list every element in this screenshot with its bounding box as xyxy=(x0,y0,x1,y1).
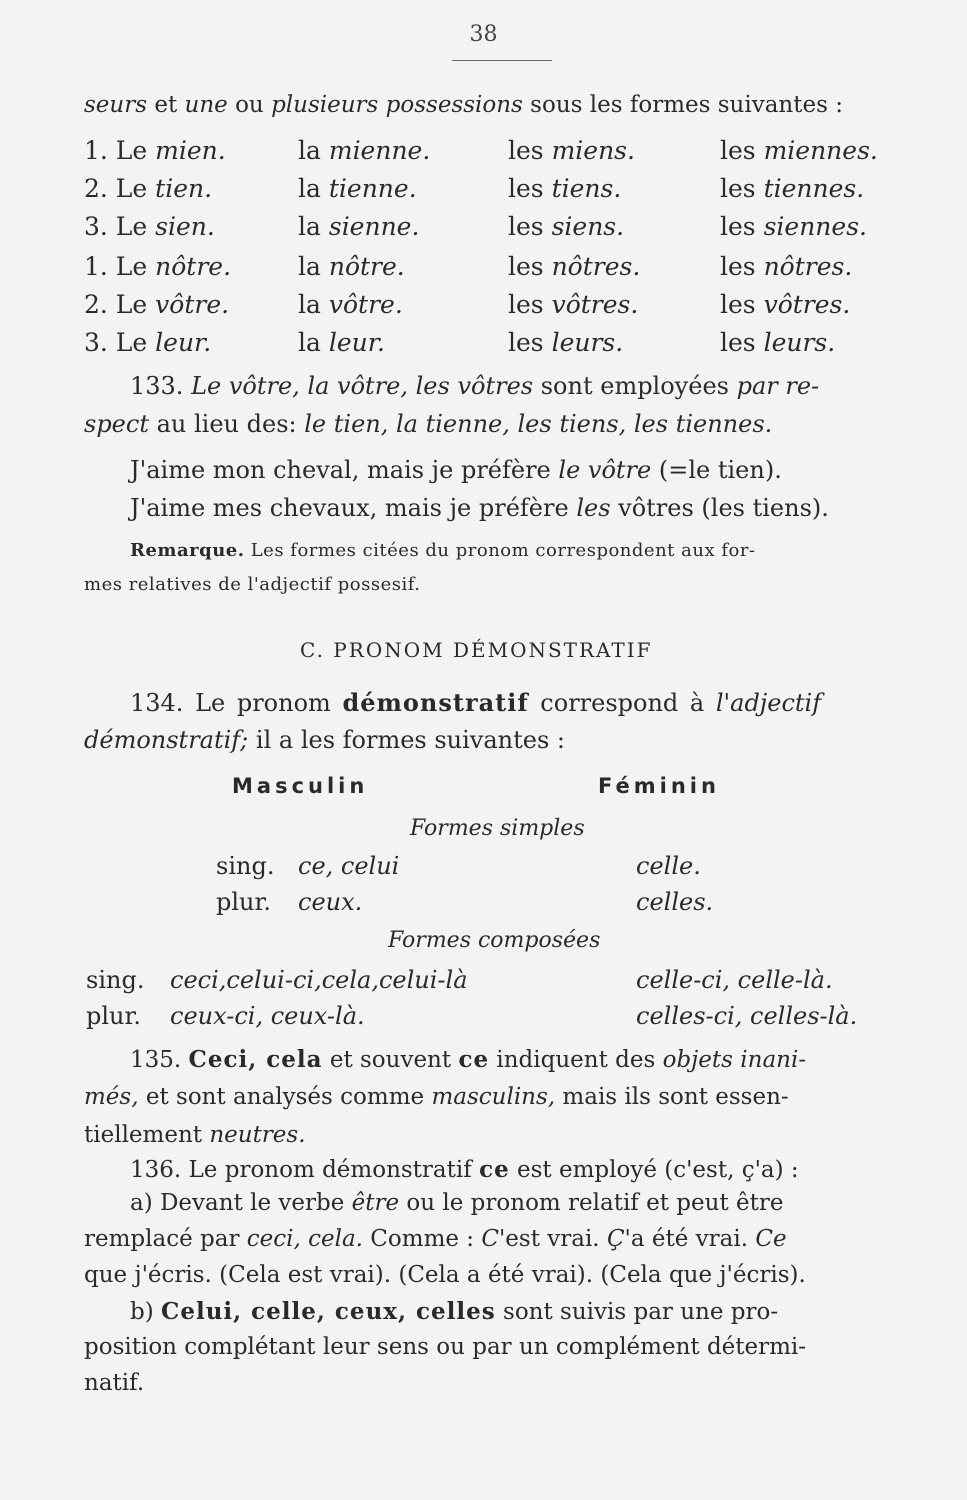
paragraph-136-line1 xyxy=(130,1156,799,1183)
table-cell xyxy=(720,252,852,281)
italic-text: objets inani- xyxy=(662,1047,807,1073)
paragraph-number: 133. xyxy=(130,372,192,400)
table-cell xyxy=(298,328,385,357)
paragraph-134-line2 xyxy=(84,726,565,754)
text: au lieu des: xyxy=(148,410,305,438)
italic-text: ceux-ci, ceux-là. xyxy=(170,1002,365,1030)
cell-prefix: les xyxy=(720,212,764,241)
cell-prefix: 1. Le xyxy=(84,136,156,165)
table-cell xyxy=(508,174,621,203)
simple-sing-label: sing. xyxy=(216,852,275,880)
cell-pronoun: leur. xyxy=(328,328,385,357)
cell-prefix: les xyxy=(508,252,552,281)
italic-text: neutres. xyxy=(209,1122,306,1148)
table-cell xyxy=(298,252,405,281)
paragraph-136a-line1 xyxy=(130,1190,783,1216)
cell-pronoun: leurs. xyxy=(551,328,624,357)
cell-prefix: les xyxy=(720,136,764,165)
text: sont suivis par une pro- xyxy=(495,1299,779,1325)
cell-pronoun: vôtres. xyxy=(763,290,851,319)
header-rule xyxy=(452,60,552,61)
text: et souvent xyxy=(322,1047,459,1073)
text: mais ils sont essen- xyxy=(555,1084,789,1110)
italic-text: masculins, xyxy=(431,1084,556,1110)
italic-text: C' xyxy=(481,1226,506,1252)
table-cell xyxy=(720,174,864,203)
paragraph-number: 136. xyxy=(130,1157,189,1183)
cell-pronoun: leur. xyxy=(155,328,212,357)
feminin-header: Féminin xyxy=(598,774,720,798)
table-cell xyxy=(84,328,211,357)
cell-prefix: 3. Le xyxy=(84,328,156,357)
cell-pronoun: siens. xyxy=(551,212,625,241)
intro-text: et xyxy=(147,92,185,118)
table-cell xyxy=(508,328,623,357)
cell-prefix: la xyxy=(298,328,329,357)
italic-text: més, xyxy=(84,1084,139,1110)
bold-text: Ceci, cela xyxy=(188,1046,323,1073)
cell-prefix: la xyxy=(298,212,329,241)
cell-pronoun: nôtre. xyxy=(328,252,405,281)
intro-text: ou xyxy=(227,92,272,118)
text: est vrai. xyxy=(505,1226,607,1252)
italic-text: celles-ci, celles-là. xyxy=(636,1002,858,1030)
italic-text: ceci, cela. xyxy=(246,1226,363,1252)
text: Comme : xyxy=(363,1226,482,1252)
text: est employé (c'est, ç'a) : xyxy=(509,1157,799,1183)
paragraph-133-line1 xyxy=(130,372,819,400)
cell-pronoun: mien. xyxy=(155,136,226,165)
cell-prefix: les xyxy=(720,252,764,281)
paragraph-136b-line1 xyxy=(130,1298,778,1325)
intro-line xyxy=(84,92,843,118)
table-cell xyxy=(720,136,878,165)
italic-text: ceux. xyxy=(298,888,363,916)
intro-text: sous les formes suivantes : xyxy=(522,92,843,118)
cell-pronoun: miens. xyxy=(551,136,635,165)
formes-simples-title xyxy=(410,816,585,841)
paragraph-136a-line3: que j'écris. (Cela est vrai). (Cela a été vrai). (Cela que j'écris). xyxy=(84,1262,806,1288)
cell-prefix: 2. Le xyxy=(84,290,156,319)
text: correspond à xyxy=(528,689,716,717)
comp-plur-label: plur. xyxy=(86,1002,141,1030)
bold-text: ce xyxy=(458,1046,490,1073)
italic-text: le tien, la tienne, les tiens, les tiennes. xyxy=(304,410,773,438)
paragraph-136b-line2: position complétant leur sens ou par un complément détermi- xyxy=(84,1334,807,1360)
cell-prefix: les xyxy=(508,136,552,165)
italic-text: l'adjectif xyxy=(715,689,822,717)
paragraph-number: 134. xyxy=(130,689,196,717)
text: et sont analysés comme xyxy=(138,1084,432,1110)
italic-text: spect xyxy=(84,410,149,438)
comp-sing-masc xyxy=(170,966,468,994)
table-cell xyxy=(298,212,419,241)
cell-pronoun: tiens. xyxy=(551,174,622,203)
table-cell xyxy=(298,290,403,319)
italic-text: être xyxy=(351,1190,400,1216)
text: Le pronom démonstratif xyxy=(188,1157,480,1183)
text: tiellement xyxy=(84,1122,210,1148)
page-number: 38 xyxy=(469,22,498,47)
cell-pronoun: sienne. xyxy=(328,212,420,241)
cell-prefix: 3. Le xyxy=(84,212,156,241)
italic-text: les xyxy=(576,494,611,522)
italic-text: celle. xyxy=(636,852,701,880)
text: indiquent des xyxy=(489,1047,663,1073)
italic-text: Formes simples xyxy=(410,816,585,841)
text: vôtres (les tiens). xyxy=(610,494,829,522)
text: (=le tien). xyxy=(651,456,782,484)
italic-text: celle-ci, celle-là. xyxy=(636,966,833,994)
simple-sing-fem xyxy=(636,852,701,880)
cell-prefix: la xyxy=(298,136,329,165)
example-2 xyxy=(130,494,829,522)
text: remplacé par xyxy=(84,1226,247,1252)
table-cell xyxy=(720,328,835,357)
italic-text: ce, celui xyxy=(298,852,400,880)
text: il a les formes suivantes : xyxy=(248,726,565,754)
text: Le pronom xyxy=(195,689,343,717)
cell-prefix: les xyxy=(508,212,552,241)
example-1 xyxy=(130,456,782,484)
cell-prefix: la xyxy=(298,290,329,319)
simple-plur-fem xyxy=(636,888,713,916)
italic-text: Formes composées xyxy=(388,928,601,953)
cell-prefix: les xyxy=(720,174,764,203)
cell-prefix: la xyxy=(298,174,329,203)
text: ou le pronom relatif et peut être xyxy=(399,1190,784,1216)
italic-text: démonstratif; xyxy=(84,726,249,754)
cell-pronoun: tienne. xyxy=(328,174,417,203)
table-cell xyxy=(84,174,212,203)
cell-pronoun: siennes. xyxy=(763,212,867,241)
table-cell xyxy=(84,290,229,319)
cell-pronoun: tiennes. xyxy=(763,174,865,203)
cell-pronoun: leurs. xyxy=(763,328,836,357)
remarque-line2: mes relatives de l'adjectif possesif. xyxy=(84,574,421,595)
intro-word: une xyxy=(184,92,228,118)
table-cell xyxy=(84,252,231,281)
italic-text: par re- xyxy=(736,372,820,400)
cell-pronoun: nôtres. xyxy=(763,252,853,281)
intro-word: plusieurs possessions xyxy=(271,92,523,118)
text: Les formes citées du pronom correspondent aux for- xyxy=(244,540,756,561)
table-cell xyxy=(508,136,635,165)
comp-plur-fem xyxy=(636,1002,857,1030)
table-cell xyxy=(720,212,867,241)
cell-pronoun: vôtre. xyxy=(155,290,230,319)
intro-word: seurs xyxy=(84,92,148,118)
table-cell xyxy=(298,174,417,203)
table-cell xyxy=(84,212,215,241)
comp-sing-label: sing. xyxy=(86,966,145,994)
bold-text: Celui, celle, ceux, celles xyxy=(161,1298,496,1325)
simple-plur-label: plur. xyxy=(216,888,271,916)
italic-text: ceci,celui-ci,cela,celui-là xyxy=(170,966,468,994)
remarque-label: Remarque. xyxy=(130,540,245,561)
cell-pronoun: tien. xyxy=(155,174,213,203)
cell-prefix: 2. Le xyxy=(84,174,156,203)
paragraph-136a-line2 xyxy=(84,1226,787,1252)
table-cell xyxy=(508,290,638,319)
cell-prefix: la xyxy=(298,252,329,281)
italic-text: Ce xyxy=(755,1226,787,1252)
comp-sing-fem xyxy=(636,966,833,994)
paragraph-135-line2 xyxy=(84,1084,789,1110)
masculin-header: Masculin xyxy=(232,774,369,798)
formes-composees-title xyxy=(388,928,600,953)
cell-pronoun: nôtres. xyxy=(551,252,641,281)
cell-prefix: les xyxy=(720,328,764,357)
cell-pronoun: vôtre. xyxy=(328,290,403,319)
cell-pronoun: nôtre. xyxy=(155,252,232,281)
bold-text: ce xyxy=(479,1156,510,1183)
text: a été vrai. xyxy=(630,1226,756,1252)
paragraph-135-line1 xyxy=(130,1046,806,1073)
table-cell xyxy=(84,136,226,165)
cell-prefix: les xyxy=(508,328,552,357)
cell-pronoun: mienne. xyxy=(328,136,431,165)
paragraph-number: 135. xyxy=(130,1047,189,1073)
remarque-line1 xyxy=(130,540,756,561)
cell-pronoun: vôtres. xyxy=(551,290,639,319)
bold-text: démonstratif xyxy=(342,688,529,717)
paragraph-133-line2 xyxy=(84,410,772,438)
text: J'aime mon cheval, mais je préfère xyxy=(130,456,559,484)
table-cell xyxy=(720,290,850,319)
text: a) Devant le verbe xyxy=(130,1190,352,1216)
table-cell xyxy=(508,212,624,241)
paragraph-135-line3 xyxy=(84,1122,306,1148)
italic-text: Ç' xyxy=(606,1226,631,1252)
cell-pronoun: sien. xyxy=(155,212,215,241)
cell-prefix: les xyxy=(508,174,552,203)
comp-plur-masc xyxy=(170,1002,365,1030)
paragraph-134-line1 xyxy=(130,688,821,717)
text: sont employées xyxy=(533,372,737,400)
italic-text: Le vôtre, la vôtre, les vôtres xyxy=(191,372,534,400)
cell-prefix: 1. Le xyxy=(84,252,156,281)
text: b) xyxy=(130,1299,162,1325)
text: J'aime mes chevaux, mais je préfère xyxy=(130,494,577,522)
cell-prefix: les xyxy=(508,290,552,319)
cell-prefix: les xyxy=(720,290,764,319)
cell-pronoun: miennes. xyxy=(763,136,878,165)
table-cell xyxy=(298,136,430,165)
simple-sing-masc xyxy=(298,852,399,880)
simple-plur-masc xyxy=(298,888,362,916)
table-cell xyxy=(508,252,640,281)
paragraph-136b-line3: natif. xyxy=(84,1370,145,1396)
section-heading: C. PRONOM DÉMONSTRATIF xyxy=(300,638,653,662)
italic-text: le vôtre xyxy=(558,456,652,484)
italic-text: celles. xyxy=(636,888,714,916)
